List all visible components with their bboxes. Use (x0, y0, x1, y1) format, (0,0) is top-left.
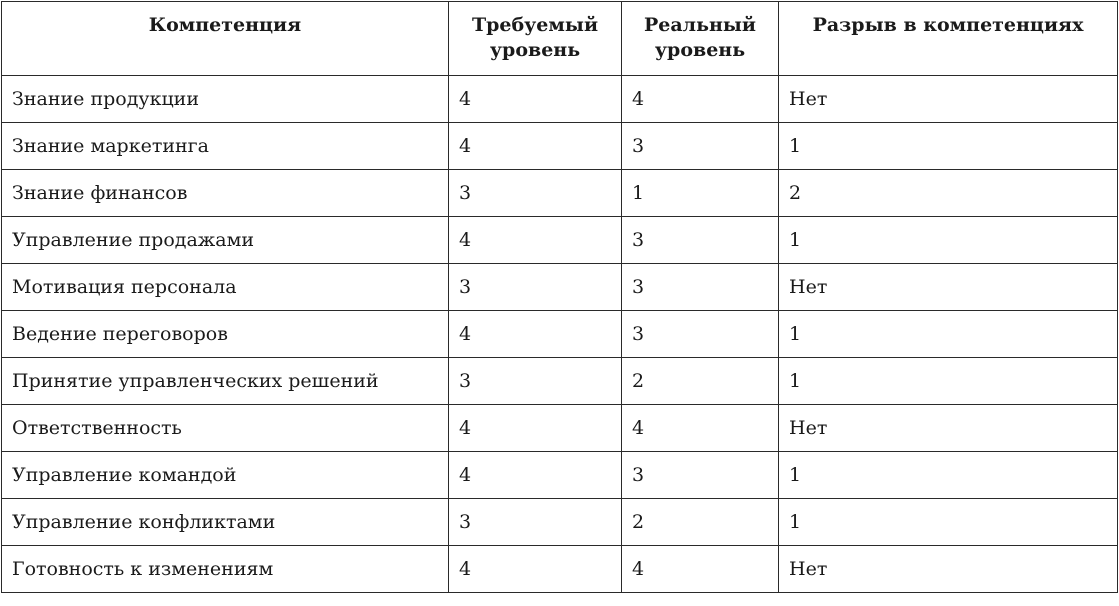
header-required-level: Требуемый уровень (449, 2, 622, 76)
cell-actual-level: 3 (622, 123, 779, 170)
cell-competency: Управление конфликтами (2, 499, 449, 546)
cell-required-level: 3 (449, 170, 622, 217)
cell-required-level: 4 (449, 123, 622, 170)
cell-gap: 1 (779, 358, 1118, 405)
cell-competency: Управление продажами (2, 217, 449, 264)
table-row (2, 76, 1118, 123)
cell-required-level: 4 (449, 405, 622, 452)
cell-gap: 2 (779, 170, 1118, 217)
cell-actual-level: 3 (622, 311, 779, 358)
cell-competency: Мотивация персонала (2, 264, 449, 311)
cell-competency: Знание финансов (2, 170, 449, 217)
table-row (2, 217, 1118, 264)
cell-competency: Ответственность (2, 405, 449, 452)
cell-required-level: 3 (449, 499, 622, 546)
cell-actual-level: 3 (622, 217, 779, 264)
table-row (2, 452, 1118, 499)
cell-competency: Знание продукции (2, 76, 449, 123)
table-row (2, 499, 1118, 546)
header-competency: Компетенция (2, 2, 449, 76)
cell-actual-level: 3 (622, 452, 779, 499)
cell-required-level: 4 (449, 311, 622, 358)
cell-actual-level: 2 (622, 499, 779, 546)
cell-gap: Нет (779, 76, 1118, 123)
cell-gap: 1 (779, 499, 1118, 546)
table-row (2, 311, 1118, 358)
table-row (2, 405, 1118, 452)
cell-required-level: 4 (449, 452, 622, 499)
table-row (2, 546, 1118, 593)
cell-required-level: 4 (449, 217, 622, 264)
cell-competency: Управление командой (2, 452, 449, 499)
cell-gap: Нет (779, 546, 1118, 593)
header-actual-level: Реальный уровень (622, 2, 779, 76)
cell-actual-level: 4 (622, 405, 779, 452)
cell-actual-level: 4 (622, 76, 779, 123)
cell-required-level: 3 (449, 358, 622, 405)
cell-actual-level: 3 (622, 264, 779, 311)
cell-actual-level: 1 (622, 170, 779, 217)
cell-required-level: 3 (449, 264, 622, 311)
header-row (2, 2, 1118, 76)
competency-table (1, 1, 1118, 593)
cell-competency: Принятие управленческих решений (2, 358, 449, 405)
cell-actual-level: 2 (622, 358, 779, 405)
table-row (2, 170, 1118, 217)
cell-competency: Знание маркетинга (2, 123, 449, 170)
cell-gap: 1 (779, 452, 1118, 499)
cell-competency: Ведение переговоров (2, 311, 449, 358)
header-competency-gap: Разрыв в компетенциях (779, 2, 1118, 76)
cell-required-level: 4 (449, 76, 622, 123)
cell-gap: Нет (779, 264, 1118, 311)
table-row (2, 123, 1118, 170)
cell-gap: Нет (779, 405, 1118, 452)
cell-required-level: 4 (449, 546, 622, 593)
cell-competency: Готовность к изменениям (2, 546, 449, 593)
table-row (2, 264, 1118, 311)
table-row (2, 358, 1118, 405)
cell-gap: 1 (779, 123, 1118, 170)
cell-gap: 1 (779, 311, 1118, 358)
cell-actual-level: 4 (622, 546, 779, 593)
cell-gap: 1 (779, 217, 1118, 264)
